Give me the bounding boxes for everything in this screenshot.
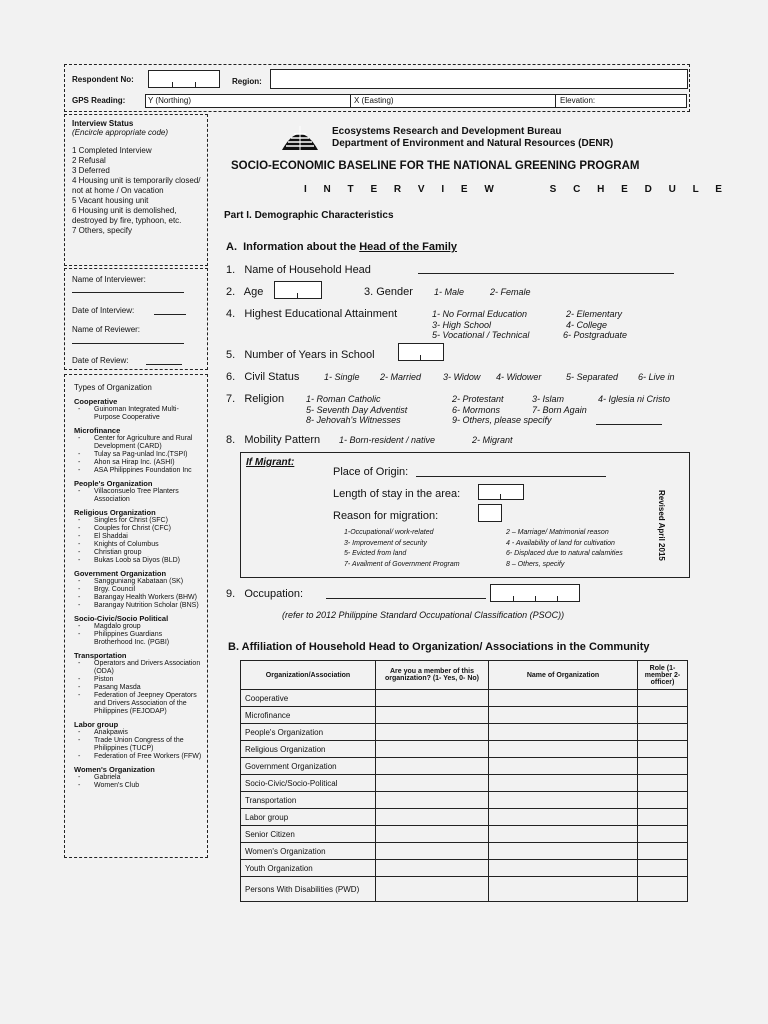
org-type-cell: Microfinance (241, 707, 376, 724)
org-name-cell[interactable] (489, 826, 638, 843)
civil-option[interactable]: 5- Separated (566, 372, 619, 382)
org-type-cell: Cooperative (241, 690, 376, 707)
bureau-title: Ecosystems Research and Development Bureau (332, 126, 562, 137)
org-group-heading: Socio-Civic/Socio Political (74, 614, 169, 623)
role-cell[interactable] (638, 741, 688, 758)
org-name-cell[interactable] (489, 707, 638, 724)
org-group-item: - Piston (74, 676, 202, 684)
northing-field[interactable]: Y (Northing) (148, 96, 191, 105)
org-type-cell: Senior Citizen (241, 826, 376, 843)
org-group-item: - Operators and Drivers Association (ODA) (74, 660, 202, 676)
civil-option[interactable]: 2- Married (380, 372, 422, 382)
gps-row (145, 94, 687, 108)
org-types-list (74, 398, 202, 790)
role-cell[interactable] (638, 826, 688, 843)
org-name-cell[interactable] (489, 724, 638, 741)
civil-option[interactable]: 4- Widower (496, 372, 542, 382)
civil-option[interactable]: 3- Widow (443, 372, 481, 382)
member-cell[interactable] (376, 690, 489, 707)
origin-input[interactable] (416, 476, 606, 477)
org-group-item: - Federation of Free Workers (FFW) (74, 753, 202, 761)
col-header: Role (1-member 2-officer) (638, 661, 688, 690)
occupation-input[interactable] (326, 598, 486, 599)
affiliation-table (240, 660, 688, 902)
reason-option: 3- Improvement of security (344, 540, 427, 547)
psoc-code-input[interactable] (490, 584, 580, 602)
org-type-cell: Government Organization (241, 758, 376, 775)
reason-label: Reason for migration: (333, 510, 439, 522)
origin-label: Place of Origin: (333, 466, 409, 478)
psoc-note: (refer to 2012 Philippine Standard Occupational Classification (PSOC)) (282, 610, 565, 620)
org-group-item: - ASA Philippines Foundation Inc (74, 467, 202, 475)
member-cell[interactable] (376, 707, 489, 724)
stay-label: Length of stay in the area: (333, 488, 461, 500)
member-cell[interactable] (376, 741, 489, 758)
age-input[interactable] (274, 281, 322, 299)
role-cell[interactable] (638, 775, 688, 792)
reason-option: 7- Availment of Government Program (344, 561, 460, 568)
org-group-heading: Religious Organization (74, 508, 156, 517)
status-list (72, 146, 202, 236)
reason-option: 1-Occupational/ work-related (344, 529, 434, 536)
org-type-cell: Labor group (241, 809, 376, 826)
section-a-link: Head of the Family (359, 241, 458, 253)
role-cell[interactable] (638, 690, 688, 707)
org-group-heading: Government Organization (74, 569, 167, 578)
member-cell[interactable] (376, 724, 489, 741)
org-name-cell[interactable] (489, 741, 638, 758)
list-item[interactable]: 1 Completed Interview (72, 146, 152, 155)
table-row (241, 707, 688, 724)
table-row (241, 775, 688, 792)
org-group-item: - Guinoman Integrated Multi-Purpose Cooperative (74, 406, 202, 422)
edu-option[interactable]: 1- No Formal Education (432, 309, 528, 319)
org-type-cell: Socio-Civic/Socio-Political (241, 775, 376, 792)
org-types-title: Types of Organization (74, 383, 152, 392)
interviewer-label: Name of Interviewer: (72, 275, 146, 284)
stay-input[interactable] (478, 484, 524, 500)
org-name-cell[interactable] (489, 758, 638, 775)
civil-option[interactable]: 1- Single (324, 372, 360, 382)
org-group-heading: People's Organization (74, 479, 153, 488)
reviewer-input[interactable] (72, 343, 184, 344)
program-title: SOCIO-ECONOMIC BASELINE FOR THE NATIONAL GREENING PROGRAM (231, 160, 640, 172)
org-group-item: - Bukas Loob sa Diyos (BLD) (74, 557, 202, 565)
religion-other-input[interactable] (596, 424, 662, 425)
elevation-field[interactable]: Elevation: (560, 96, 596, 105)
org-type-cell: Transportation (241, 792, 376, 809)
org-name-cell[interactable] (489, 690, 638, 707)
religion-option[interactable]: 2- Protestant (452, 394, 504, 404)
list-item[interactable]: 3 Deferred (72, 166, 110, 175)
org-group-item: - Tulay sa Pag-unlad Inc.(TSPI) (74, 451, 202, 459)
q3-label: 3. Gender (364, 286, 413, 298)
role-cell[interactable] (638, 792, 688, 809)
table-header-row (241, 661, 688, 690)
religion-option[interactable]: 8- Jehovah's Witnesses (306, 415, 401, 425)
table-row (241, 741, 688, 758)
review-date-label: Date of Review: (72, 356, 129, 365)
org-type-cell: People's Organization (241, 724, 376, 741)
org-group-item: - Sangguniang Kabataan (SK) (74, 578, 202, 586)
org-group-item: - Knights of Columbus (74, 541, 202, 549)
civil-option[interactable]: 6- Live in (638, 372, 675, 382)
org-group-item: - Pasang Masda (74, 684, 202, 692)
table-row (241, 792, 688, 809)
household-head-input[interactable] (418, 273, 674, 274)
interview-date-input[interactable] (154, 314, 186, 315)
org-group-item: - Trade Union Congress of the Philippines (TUCP) (74, 737, 202, 753)
org-group-item: - Christian group (74, 549, 202, 557)
religion-option[interactable]: 9- Others, please specify (452, 415, 552, 425)
role-cell[interactable] (638, 758, 688, 775)
gps-divider (350, 94, 351, 107)
religion-option[interactable]: 7- Born Again (532, 405, 587, 415)
col-header: Organization/Association (241, 661, 376, 690)
review-date-input[interactable] (146, 364, 182, 365)
org-group-heading: Transportation (74, 651, 127, 660)
denr-logo-icon (280, 122, 320, 152)
religion-option[interactable]: 1- Roman Catholic (306, 394, 381, 404)
part1-title: Part I. Demographic Characteristics (224, 210, 394, 221)
table-row (241, 877, 688, 902)
section-a-title (226, 241, 457, 253)
table-row (241, 860, 688, 877)
org-name-cell[interactable] (489, 792, 638, 809)
part-b-title: B. Affiliation of Household Head to Organization/ Associations in the Community (228, 641, 650, 653)
org-name-cell[interactable] (489, 877, 638, 902)
org-type-cell: Youth Organization (241, 860, 376, 877)
easting-field[interactable]: X (Easting) (354, 96, 394, 105)
q5-label: 5. Number of Years in School (226, 349, 375, 361)
gender-female[interactable]: 2- Female (490, 287, 531, 297)
section-a-prefix: A. Information about the (226, 241, 360, 253)
org-group-item: - Magdalo group (74, 623, 202, 631)
region-label: Region: (232, 77, 262, 86)
religion-option[interactable]: 3- Islam (532, 394, 565, 404)
org-group-item: - Singles for Christ (SFC) (74, 517, 202, 525)
table-row (241, 724, 688, 741)
org-name-cell[interactable] (489, 860, 638, 877)
org-type-cell: Religious Organization (241, 741, 376, 758)
org-name-cell[interactable] (489, 775, 638, 792)
role-cell[interactable] (638, 809, 688, 826)
list-item[interactable]: 6 Housing unit is demolished, destroyed by fire, typhoon, etc. (72, 206, 182, 225)
role-cell[interactable] (638, 724, 688, 741)
org-group-item: - Women's Club (74, 782, 202, 790)
gender-male[interactable]: 1- Male (434, 287, 465, 297)
org-group-item: - Anakpawis (74, 729, 202, 737)
q4-label: 4. Highest Educational Attainment (226, 308, 398, 320)
respondent-input[interactable] (148, 70, 220, 88)
migrant-box (240, 452, 690, 578)
migrant-title: If Migrant: (246, 457, 295, 468)
department-title: Department of Environment and Natural Resources (DENR) (332, 138, 614, 149)
revision-note: Revised April 2015 (657, 490, 666, 561)
member-cell[interactable] (376, 792, 489, 809)
religion-option[interactable]: 5- Seventh Day Adventist (306, 405, 408, 415)
years-school-input[interactable] (398, 343, 444, 361)
edu-option[interactable]: 4- College (566, 320, 608, 330)
org-group-item: - Federation of Jeepney Operators and Drivers Association of the Philippines (FEJODAP) (74, 692, 202, 716)
col-header: Name of Organization (489, 661, 638, 690)
list-item[interactable]: 4 Housing unit is temporarily closed/ not at home / On vacation (72, 176, 201, 195)
role-cell[interactable] (638, 877, 688, 902)
org-group-heading: Cooperative (74, 397, 118, 406)
q1-label: 1. Name of Household Head (226, 264, 371, 276)
member-cell[interactable] (376, 877, 489, 902)
member-cell[interactable] (376, 758, 489, 775)
org-group-item: - Barangay Health Workers (BHW) (74, 594, 202, 602)
reason-option: 8 – Others, specify (506, 561, 565, 568)
org-group-item: - Villaconsuelo Tree Planters Association (74, 488, 202, 504)
org-group-item: - Brgy. Council (74, 586, 202, 594)
religion-option[interactable]: 6- Mormons (452, 405, 501, 415)
role-cell[interactable] (638, 860, 688, 877)
org-group-item: - Center for Agriculture and Rural Development (CARD) (74, 435, 202, 451)
status-subtitle: (Encircle appropriate code) (72, 128, 169, 137)
status-title: Interview Status (72, 119, 134, 128)
mobility-option[interactable]: 1- Born-resident / native (339, 435, 436, 445)
schedule-title: I N T E R V I E W S C H E D U L E (304, 184, 729, 195)
org-group-heading: Labor group (74, 720, 119, 729)
reason-input[interactable] (478, 504, 502, 522)
reason-option: 2 – Marriage/ Matrimonial reason (506, 529, 609, 536)
org-name-cell[interactable] (489, 809, 638, 826)
edu-option[interactable]: 3- High School (432, 320, 492, 330)
gps-label: GPS Reading: (72, 96, 126, 105)
gps-divider (555, 94, 556, 107)
org-group-item: - Barangay Nutrition Scholar (BNS) (74, 602, 202, 610)
org-group-item: - El Shaddai (74, 533, 202, 541)
reason-option: 4 - Availability of land for cultivation (506, 540, 615, 547)
religion-option[interactable]: 4- Iglesia ni Cristo (598, 394, 671, 404)
org-group-heading: Microfinance (74, 426, 121, 435)
reviewer-label: Name of Reviewer: (72, 325, 141, 334)
q8-label: 8. Mobility Pattern (226, 434, 321, 446)
table-row (241, 758, 688, 775)
interviewer-input[interactable] (72, 292, 184, 293)
reason-option: 5- Evicted from land (344, 550, 407, 557)
member-cell[interactable] (376, 826, 489, 843)
edu-option[interactable]: 6- Postgraduate (563, 330, 628, 340)
role-cell[interactable] (638, 707, 688, 724)
list-item[interactable]: 7 Others, specify (72, 226, 133, 235)
org-type-cell: Women's Organization (241, 843, 376, 860)
col-header: Are you a member of this organization? (1- Yes, 0- No) (376, 661, 489, 690)
q2-label: 2. Age (226, 286, 264, 298)
mobility-option[interactable]: 2- Migrant (472, 435, 513, 445)
interview-date-label: Date of Interview: (72, 306, 135, 315)
member-cell[interactable] (376, 860, 489, 877)
org-group-item: - Gabriela (74, 774, 202, 782)
org-group-heading: Women's Organization (74, 765, 155, 774)
q9-label: 9. Occupation: (226, 588, 304, 600)
table-row (241, 809, 688, 826)
member-cell[interactable] (376, 843, 489, 860)
role-cell[interactable] (638, 843, 688, 860)
region-input[interactable] (270, 69, 688, 89)
list-item[interactable]: 5 Vacant housing unit (72, 196, 149, 205)
list-item[interactable]: 2 Refusal (72, 156, 106, 165)
org-group-item: - Ahon sa Hirap Inc. (ASHI) (74, 459, 202, 467)
q6-label: 6. Civil Status (226, 371, 300, 383)
q7-label: 7. Religion (226, 393, 285, 405)
table-row (241, 690, 688, 707)
org-type-cell: Persons With Disabilities (PWD) (241, 877, 376, 902)
org-name-cell[interactable] (489, 843, 638, 860)
member-cell[interactable] (376, 809, 489, 826)
edu-option[interactable]: 2- Elementary (566, 309, 623, 319)
table-row (241, 826, 688, 843)
org-group-item: - Philippines Guardians Brotherhood Inc. (PGBI) (74, 631, 202, 647)
reason-option: 6- Displaced due to natural calamities (506, 550, 623, 557)
edu-option[interactable]: 5- Vocational / Technical (432, 330, 530, 340)
member-cell[interactable] (376, 775, 489, 792)
org-group-item: - Couples for Christ (CFC) (74, 525, 202, 533)
table-row (241, 843, 688, 860)
respondent-label: Respondent No: (72, 75, 134, 84)
